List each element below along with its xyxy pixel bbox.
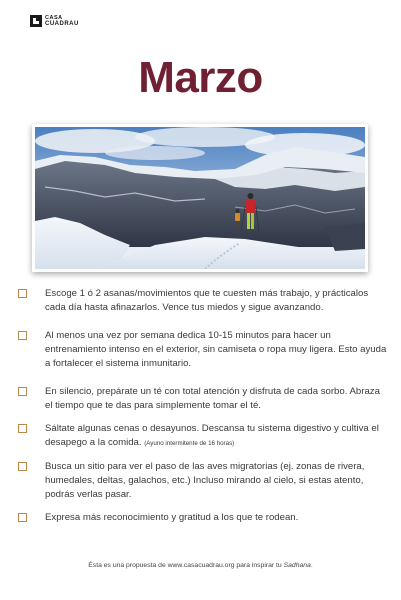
checkbox[interactable] — [18, 424, 27, 433]
list-item — [15, 422, 387, 451]
hero-photo — [32, 124, 368, 272]
item-text: Al menos una vez por semana dedica 10-15 minutos para hacer un entrenamiento intenso en el exterior, sin camiseta o ropa muy ligera. Esto ayuda a fortalecer el sistema inmunitario. — [45, 330, 387, 369]
item-text: Expresa más reconocimiento y gratitud a los que te rodean. — [45, 512, 299, 523]
task-list — [15, 287, 387, 525]
item-text: Sáltate algunas cenas o desayunos. Descansa tu sistema digestivo y cultiva el desapego a la comida. — [45, 423, 379, 448]
logo-line1: CASA — [45, 15, 63, 21]
item-text: En silencio, prepárate un té con total atención y disfruta de cada sorbo. Abraza el tiempo que te das para simplemente tomar el té. — [45, 386, 380, 411]
logo-line2: CUADRAU — [45, 21, 79, 27]
logo-text — [45, 15, 79, 27]
item-text: Escoge 1 ó 2 asanas/movimientos que te cuesten más trabajo, y prácticalos cada día hasta afinazarlos. Vence tus miedos y sigue avanzando. — [45, 288, 369, 313]
footer-emph: Sadhana — [283, 562, 311, 569]
footer-suffix: . — [310, 562, 313, 569]
footer-prefix: Ésta es una propuesta de www.casacuadrau.org para inspirar tu — [88, 562, 284, 569]
item-text: Busca un sitio para ver el paso de las aves migratorias (ej. zonas de rivera, humedales, deltas, galachos, etc.) Incluso mirando al cielo, si estas atento, podrás verlas pasar. — [45, 461, 365, 500]
mountain-photo-illustration — [35, 127, 365, 269]
checkbox[interactable] — [18, 331, 27, 340]
list-item — [15, 511, 387, 525]
list-item — [15, 329, 387, 371]
list-item — [15, 385, 387, 413]
checkbox[interactable] — [18, 387, 27, 396]
logo — [30, 15, 79, 27]
item-note: (Ayuno intermitente de 16 horas) — [144, 440, 235, 447]
footer-note — [0, 562, 401, 569]
checkbox[interactable] — [18, 462, 27, 471]
checkbox[interactable] — [18, 513, 27, 522]
page-title: Marzo — [138, 53, 263, 102]
list-item — [15, 287, 387, 315]
logo-mark-icon — [30, 15, 42, 27]
list-item — [15, 460, 387, 502]
checkbox[interactable] — [18, 289, 27, 298]
